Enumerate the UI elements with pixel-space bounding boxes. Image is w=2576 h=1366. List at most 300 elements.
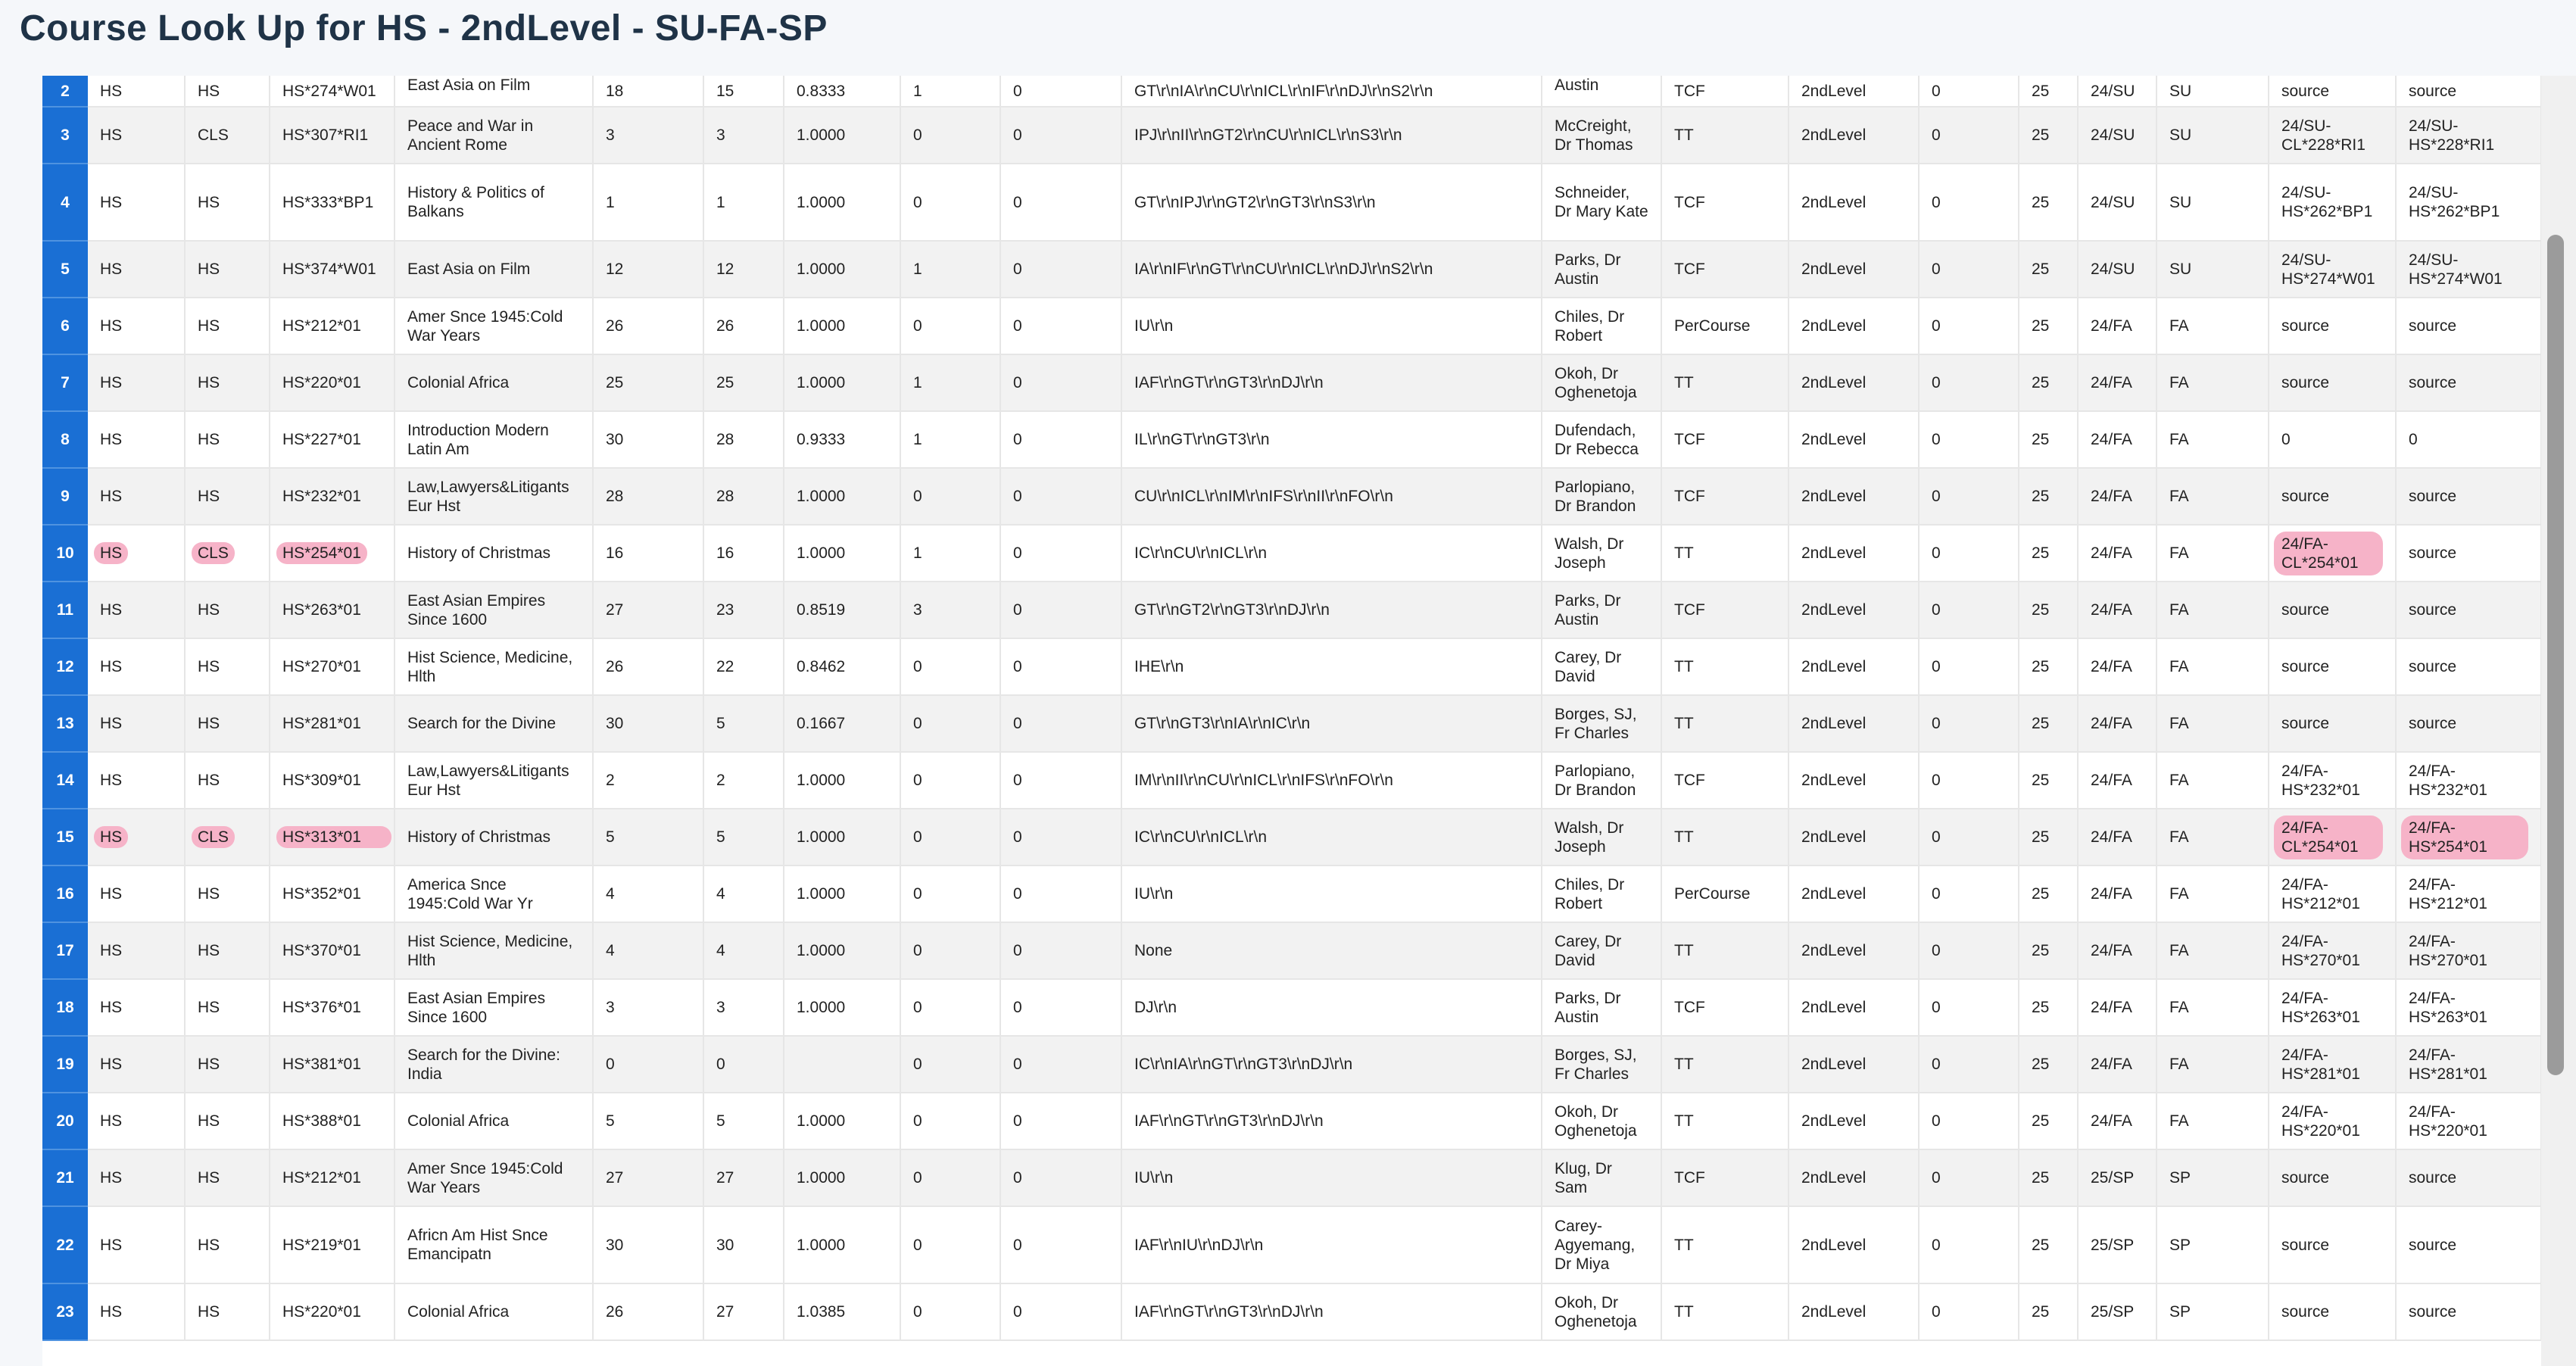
cell-subject: HS xyxy=(88,865,185,922)
cell-session: FA xyxy=(2157,979,2269,1036)
cell-row-number: 4 xyxy=(42,164,88,241)
cell-term: 24/FA xyxy=(2078,411,2157,468)
cell-credits-max: 25 xyxy=(2019,411,2078,468)
cell-attributes: IU\r\n xyxy=(1121,865,1542,922)
cell-section: HS*227*01 xyxy=(270,411,395,468)
table-row[interactable] xyxy=(42,1093,2541,1149)
cell-crosslist-1: source xyxy=(2269,1283,2396,1340)
cell-course-title: Hist Science, Medicine, Hlth xyxy=(395,922,593,979)
cell-subject: HS xyxy=(88,298,185,354)
cell-crosslist-2: 24/SU-HS*228*RI1 xyxy=(2396,107,2541,164)
cell-enrolled: 12 xyxy=(703,241,784,298)
cell-level: 2ndLevel xyxy=(1789,979,1919,1036)
cell-dept: HS xyxy=(185,76,270,107)
cell-credits-max: 25 xyxy=(2019,525,2078,582)
cell-subject: HS xyxy=(88,164,185,241)
cell-level: 2ndLevel xyxy=(1789,752,1919,809)
cell-subject: HS xyxy=(88,582,185,638)
cell-attributes: GT\r\nIPJ\r\nGT2\r\nGT3\r\nS3\r\n xyxy=(1121,164,1542,241)
cell-crosslist-2: 24/SU-HS*274*W01 xyxy=(2396,241,2541,298)
table-row[interactable] xyxy=(42,1206,2541,1283)
table-row[interactable] xyxy=(42,922,2541,979)
cell-capacity: 26 xyxy=(593,1283,703,1340)
cell-subject: HS xyxy=(88,979,185,1036)
cell-capacity: 26 xyxy=(593,298,703,354)
cell-enrolled: 5 xyxy=(703,1093,784,1149)
cell-waitlist: 1 xyxy=(900,241,1000,298)
cell-holds: 0 xyxy=(1000,525,1121,582)
cell-waitlist: 0 xyxy=(900,695,1000,752)
cell-session: FA xyxy=(2157,1093,2269,1149)
cell-waitlist: 0 xyxy=(900,922,1000,979)
cell-attributes: IM\r\nII\r\nCU\r\nICL\r\nIFS\r\nFO\r\n xyxy=(1121,752,1542,809)
cell-credits-max: 25 xyxy=(2019,241,2078,298)
cell-credits-max: 25 xyxy=(2019,695,2078,752)
cell-section: HS*212*01 xyxy=(270,298,395,354)
cell-subject: HS xyxy=(88,1093,185,1149)
cell-dept: HS xyxy=(185,695,270,752)
table-row[interactable] xyxy=(42,164,2541,241)
cell-attributes: CU\r\nICL\r\nIM\r\nIFS\r\nII\r\nFO\r\n xyxy=(1121,468,1542,525)
cell-row-number: 14 xyxy=(42,752,88,809)
cell-instructor: Parks, Dr Austin xyxy=(1542,582,1661,638)
cell-subject: HS xyxy=(88,354,185,411)
cell-waitlist: 0 xyxy=(900,107,1000,164)
highlight-mark: CLS xyxy=(192,542,235,564)
cell-crosslist-2: source xyxy=(2396,354,2541,411)
table-row[interactable] xyxy=(42,638,2541,695)
cell-crosslist-1: source xyxy=(2269,582,2396,638)
cell-capacity: 25 xyxy=(593,354,703,411)
cell-instructor-type: TCF xyxy=(1661,164,1789,241)
cell-session: FA xyxy=(2157,638,2269,695)
cell-course-title: East Asian Empires Since 1600 xyxy=(395,979,593,1036)
cell-credits-max: 25 xyxy=(2019,76,2078,107)
cell-section: HS*212*01 xyxy=(270,1149,395,1206)
table-row[interactable] xyxy=(42,298,2541,354)
cell-dept: HS xyxy=(185,411,270,468)
cell-instructor-type: TCF xyxy=(1661,241,1789,298)
cell-capacity: 27 xyxy=(593,582,703,638)
cell-instructor: Walsh, Dr Joseph xyxy=(1542,525,1661,582)
cell-waitlist: 0 xyxy=(900,1206,1000,1283)
cell-course-title: East Asia on Film xyxy=(395,241,593,298)
cell-capacity: 28 xyxy=(593,468,703,525)
cell-credits-min: 0 xyxy=(1919,809,2019,865)
cell-level: 2ndLevel xyxy=(1789,1206,1919,1283)
cell-subject: HS xyxy=(88,241,185,298)
cell-course-title: Colonial Africa xyxy=(395,1283,593,1340)
cell-level: 2ndLevel xyxy=(1789,922,1919,979)
cell-instructor-type: TT xyxy=(1661,922,1789,979)
cell-crosslist-2: 24/FA-HS*270*01 xyxy=(2396,922,2541,979)
cell-course-title: Amer Snce 1945:Cold War Years xyxy=(395,1149,593,1206)
cell-term: 24/FA xyxy=(2078,1093,2157,1149)
table-row[interactable] xyxy=(42,695,2541,752)
cell-level: 2ndLevel xyxy=(1789,1093,1919,1149)
cell-row-number: 21 xyxy=(42,1149,88,1206)
cell-subject: HS xyxy=(88,1149,185,1206)
cell-term: 24/SU xyxy=(2078,76,2157,107)
cell-instructor-type: TT xyxy=(1661,695,1789,752)
cell-instructor: Chiles, Dr Robert xyxy=(1542,865,1661,922)
cell-attributes: DJ\r\n xyxy=(1121,979,1542,1036)
cell-waitlist: 1 xyxy=(900,525,1000,582)
cell-holds: 0 xyxy=(1000,76,1121,107)
cell-dept: HS xyxy=(185,752,270,809)
cell-dept xyxy=(185,525,270,582)
cell-enrolled: 5 xyxy=(703,695,784,752)
course-table-container[interactable] xyxy=(42,76,2541,1366)
cell-level: 2ndLevel xyxy=(1789,354,1919,411)
cell-course-title: Colonial Africa xyxy=(395,1093,593,1149)
cell-section: HS*374*W01 xyxy=(270,241,395,298)
cell-enrolled: 27 xyxy=(703,1283,784,1340)
cell-capacity: 27 xyxy=(593,1149,703,1206)
cell-fill-ratio: 1.0000 xyxy=(784,241,900,298)
cell-term: 24/FA xyxy=(2078,582,2157,638)
cell-dept: HS xyxy=(185,298,270,354)
cell-fill-ratio: 1.0000 xyxy=(784,1149,900,1206)
cell-capacity: 4 xyxy=(593,865,703,922)
cell-subject: HS xyxy=(88,411,185,468)
cell-dept: HS xyxy=(185,979,270,1036)
cell-capacity: 2 xyxy=(593,752,703,809)
cell-dept: HS xyxy=(185,865,270,922)
cell-credits-min: 0 xyxy=(1919,695,2019,752)
cell-session: SU xyxy=(2157,241,2269,298)
cell-credits-max: 25 xyxy=(2019,298,2078,354)
cell-session: FA xyxy=(2157,865,2269,922)
cell-enrolled: 28 xyxy=(703,468,784,525)
cell-course-title: Introduction Modern Latin Am xyxy=(395,411,593,468)
page-title: Course Look Up for HS - 2ndLevel - SU-FA-SP xyxy=(20,8,828,48)
cell-section: HS*281*01 xyxy=(270,695,395,752)
cell-attributes: GT\r\nGT2\r\nGT3\r\nDJ\r\n xyxy=(1121,582,1542,638)
cell-holds: 0 xyxy=(1000,979,1121,1036)
cell-credits-min: 0 xyxy=(1919,752,2019,809)
cell-session: SU xyxy=(2157,107,2269,164)
cell-level: 2ndLevel xyxy=(1789,76,1919,107)
cell-course-title: Hist Science, Medicine, Hlth xyxy=(395,638,593,695)
cell-credits-max: 25 xyxy=(2019,979,2078,1036)
cell-attributes: IAF\r\nIU\r\nDJ\r\n xyxy=(1121,1206,1542,1283)
cell-row-number: 22 xyxy=(42,1206,88,1283)
cell-row-number: 15 xyxy=(42,809,88,865)
cell-term: 24/FA xyxy=(2078,865,2157,922)
cell-row-number: 3 xyxy=(42,107,88,164)
cell-instructor-type: TT xyxy=(1661,809,1789,865)
cell-crosslist-2: source xyxy=(2396,76,2541,107)
cell-section: HS*370*01 xyxy=(270,922,395,979)
cell-credits-min: 0 xyxy=(1919,582,2019,638)
cell-enrolled: 28 xyxy=(703,411,784,468)
cell-fill-ratio: 1.0000 xyxy=(784,752,900,809)
cell-session: FA xyxy=(2157,411,2269,468)
cell-credits-min: 0 xyxy=(1919,164,2019,241)
cell-level: 2ndLevel xyxy=(1789,164,1919,241)
cell-session: SP xyxy=(2157,1149,2269,1206)
cell-attributes: IAF\r\nGT\r\nGT3\r\nDJ\r\n xyxy=(1121,354,1542,411)
cell-holds: 0 xyxy=(1000,1206,1121,1283)
cell-row-number: 18 xyxy=(42,979,88,1036)
cell-term: 24/SU xyxy=(2078,164,2157,241)
cell-instructor-type: PerCourse xyxy=(1661,865,1789,922)
cell-credits-min: 0 xyxy=(1919,1093,2019,1149)
cell-instructor-type: TCF xyxy=(1661,411,1789,468)
cell-subject: HS xyxy=(88,922,185,979)
cell-attributes: IC\r\nCU\r\nICL\r\n xyxy=(1121,809,1542,865)
cell-crosslist-2: source xyxy=(2396,1206,2541,1283)
cell-crosslist-2: source xyxy=(2396,525,2541,582)
cell-crosslist-1: source xyxy=(2269,76,2396,107)
cell-enrolled: 5 xyxy=(703,809,784,865)
cell-holds: 0 xyxy=(1000,1093,1121,1149)
cell-session: SP xyxy=(2157,1283,2269,1340)
cell-instructor-type: TT xyxy=(1661,354,1789,411)
cell-term: 25/SP xyxy=(2078,1149,2157,1206)
cell-dept: HS xyxy=(185,164,270,241)
cell-waitlist: 0 xyxy=(900,298,1000,354)
cell-credits-max: 25 xyxy=(2019,1036,2078,1093)
cell-credits-min: 0 xyxy=(1919,979,2019,1036)
cell-section: HS*263*01 xyxy=(270,582,395,638)
table-row[interactable] xyxy=(42,752,2541,809)
cell-fill-ratio: 1.0000 xyxy=(784,1206,900,1283)
cell-instructor: Parks, Dr Austin xyxy=(1542,979,1661,1036)
table-row[interactable] xyxy=(42,241,2541,298)
cell-crosslist-2: 24/FA-HS*232*01 xyxy=(2396,752,2541,809)
cell-instructor-type: TCF xyxy=(1661,1149,1789,1206)
cell-instructor: Carey, Dr David xyxy=(1542,638,1661,695)
cell-capacity: 0 xyxy=(593,1036,703,1093)
cell-credits-min: 0 xyxy=(1919,525,2019,582)
cell-enrolled: 1 xyxy=(703,164,784,241)
table-row[interactable] xyxy=(42,525,2541,582)
cell-dept: HS xyxy=(185,1036,270,1093)
cell-level: 2ndLevel xyxy=(1789,1036,1919,1093)
highlight-mark: HS*254*01 xyxy=(276,542,367,564)
cell-course-title: Law,Lawyers&Litigants Eur Hst xyxy=(395,468,593,525)
cell-attributes: IC\r\nIA\r\nGT\r\nGT3\r\nDJ\r\n xyxy=(1121,1036,1542,1093)
cell-crosslist-1: source xyxy=(2269,468,2396,525)
cell-capacity: 1 xyxy=(593,164,703,241)
cell-session: SU xyxy=(2157,76,2269,107)
cell-crosslist-2: source xyxy=(2396,298,2541,354)
cell-course-title: Amer Snce 1945:Cold War Years xyxy=(395,298,593,354)
cell-enrolled: 4 xyxy=(703,922,784,979)
cell-waitlist: 0 xyxy=(900,752,1000,809)
cell-enrolled: 30 xyxy=(703,1206,784,1283)
cell-holds: 0 xyxy=(1000,241,1121,298)
cell-course-title: Law,Lawyers&Litigants Eur Hst xyxy=(395,752,593,809)
cell-attributes: IAF\r\nGT\r\nGT3\r\nDJ\r\n xyxy=(1121,1093,1542,1149)
cell-crosslist-2: source xyxy=(2396,1149,2541,1206)
cell-dept: HS xyxy=(185,354,270,411)
cell-fill-ratio: 1.0000 xyxy=(784,164,900,241)
cell-session: FA xyxy=(2157,354,2269,411)
table-row[interactable] xyxy=(42,411,2541,468)
cell-holds: 0 xyxy=(1000,695,1121,752)
cell-section: HS*376*01 xyxy=(270,979,395,1036)
cell-subject xyxy=(88,809,185,865)
cell-credits-max: 25 xyxy=(2019,752,2078,809)
cell-waitlist: 3 xyxy=(900,582,1000,638)
table-row[interactable] xyxy=(42,107,2541,164)
cell-enrolled: 4 xyxy=(703,865,784,922)
cell-dept: HS xyxy=(185,1206,270,1283)
cell-course-title: Africn Am Hist Snce Emancipatn xyxy=(395,1206,593,1283)
cell-subject: HS xyxy=(88,1283,185,1340)
cell-section: HS*220*01 xyxy=(270,354,395,411)
cell-crosslist-2: 24/FA-HS*263*01 xyxy=(2396,979,2541,1036)
table-row[interactable] xyxy=(42,1036,2541,1093)
cell-crosslist-1: source xyxy=(2269,695,2396,752)
cell-dept: HS xyxy=(185,468,270,525)
cell-waitlist: 0 xyxy=(900,979,1000,1036)
cell-session: FA xyxy=(2157,298,2269,354)
cell-crosslist-2: source xyxy=(2396,582,2541,638)
cell-instructor-type: PerCourse xyxy=(1661,298,1789,354)
cell-term: 24/FA xyxy=(2078,298,2157,354)
cell-term: 25/SP xyxy=(2078,1206,2157,1283)
cell-holds: 0 xyxy=(1000,298,1121,354)
cell-row-number: 10 xyxy=(42,525,88,582)
cell-level: 2ndLevel xyxy=(1789,582,1919,638)
cell-dept: HS xyxy=(185,638,270,695)
cell-instructor-type: TT xyxy=(1661,1093,1789,1149)
cell-course-title: East Asian Empires Since 1600 xyxy=(395,582,593,638)
cell-session: SU xyxy=(2157,164,2269,241)
cell-session: FA xyxy=(2157,525,2269,582)
cell-dept: HS xyxy=(185,1283,270,1340)
cell-row-number: 5 xyxy=(42,241,88,298)
cell-term: 24/FA xyxy=(2078,979,2157,1036)
cell-fill-ratio: 1.0000 xyxy=(784,525,900,582)
cell-instructor: Okoh, Dr Oghenetoja xyxy=(1542,354,1661,411)
table-row[interactable] xyxy=(42,1283,2541,1340)
cell-credits-max: 25 xyxy=(2019,865,2078,922)
cell-section: HS*352*01 xyxy=(270,865,395,922)
cell-session: FA xyxy=(2157,809,2269,865)
cell-enrolled: 3 xyxy=(703,979,784,1036)
cell-crosslist-2: source xyxy=(2396,1283,2541,1340)
cell-course-title: Search for the Divine: India xyxy=(395,1036,593,1093)
cell-waitlist: 0 xyxy=(900,638,1000,695)
cell-instructor: McCreight, Dr Thomas xyxy=(1542,107,1661,164)
cell-session: FA xyxy=(2157,468,2269,525)
cell-credits-max: 25 xyxy=(2019,1149,2078,1206)
cell-fill-ratio: 0.8333 xyxy=(784,76,900,107)
cell-crosslist-1: 24/FA-HS*220*01 xyxy=(2269,1093,2396,1149)
cell-instructor-type: TT xyxy=(1661,638,1789,695)
cell-instructor-type: TT xyxy=(1661,525,1789,582)
highlight-mark: HS xyxy=(94,542,128,564)
cell-waitlist: 0 xyxy=(900,164,1000,241)
cell-dept: HS xyxy=(185,1093,270,1149)
cell-holds: 0 xyxy=(1000,638,1121,695)
table-row[interactable] xyxy=(42,468,2541,525)
cell-holds: 0 xyxy=(1000,354,1121,411)
cell-instructor: Klug, Dr Sam xyxy=(1542,1149,1661,1206)
cell-subject: HS xyxy=(88,107,185,164)
cell-fill-ratio: 1.0000 xyxy=(784,107,900,164)
cell-instructor-type: TCF xyxy=(1661,76,1789,107)
cell-level: 2ndLevel xyxy=(1789,809,1919,865)
cell-row-number: 17 xyxy=(42,922,88,979)
cell-crosslist-1: source xyxy=(2269,1149,2396,1206)
cell-instructor-type: TCF xyxy=(1661,468,1789,525)
scrollbar-thumb[interactable] xyxy=(2547,235,2564,1075)
cell-section: HS*309*01 xyxy=(270,752,395,809)
cell-waitlist: 0 xyxy=(900,809,1000,865)
cell-capacity: 30 xyxy=(593,695,703,752)
cell-crosslist-2: 24/FA-HS*212*01 xyxy=(2396,865,2541,922)
cell-holds: 0 xyxy=(1000,752,1121,809)
cell-crosslist-1: source xyxy=(2269,298,2396,354)
table-row[interactable] xyxy=(42,76,2541,107)
highlight-mark: CLS xyxy=(192,826,235,848)
table-row[interactable] xyxy=(42,809,2541,865)
cell-term: 24/FA xyxy=(2078,354,2157,411)
cell-row-number: 9 xyxy=(42,468,88,525)
cell-instructor: Borges, SJ, Fr Charles xyxy=(1542,1036,1661,1093)
cell-dept: HS xyxy=(185,922,270,979)
cell-session: FA xyxy=(2157,1036,2269,1093)
cell-waitlist: 0 xyxy=(900,1283,1000,1340)
cell-enrolled: 2 xyxy=(703,752,784,809)
cell-level: 2ndLevel xyxy=(1789,241,1919,298)
cell-waitlist: 1 xyxy=(900,354,1000,411)
cell-instructor-type: TCF xyxy=(1661,752,1789,809)
cell-enrolled: 22 xyxy=(703,638,784,695)
cell-level: 2ndLevel xyxy=(1789,411,1919,468)
table-row[interactable] xyxy=(42,1149,2541,1206)
table-row[interactable] xyxy=(42,979,2541,1036)
cell-waitlist: 0 xyxy=(900,1036,1000,1093)
cell-level: 2ndLevel xyxy=(1789,525,1919,582)
cell-course-title: History of Christmas xyxy=(395,525,593,582)
cell-attributes: IC\r\nCU\r\nICL\r\n xyxy=(1121,525,1542,582)
cell-credits-min: 0 xyxy=(1919,1149,2019,1206)
cell-enrolled: 3 xyxy=(703,107,784,164)
cell-fill-ratio: 1.0000 xyxy=(784,979,900,1036)
cell-attributes: IPJ\r\nII\r\nGT2\r\nCU\r\nICL\r\nS3\r\n xyxy=(1121,107,1542,164)
cell-waitlist: 0 xyxy=(900,1093,1000,1149)
cell-capacity: 5 xyxy=(593,1093,703,1149)
cell-crosslist-2: source xyxy=(2396,638,2541,695)
cell-crosslist-2: 24/FA-HS*281*01 xyxy=(2396,1036,2541,1093)
cell-waitlist: 1 xyxy=(900,76,1000,107)
cell-crosslist-1: 24/SU-HS*274*W01 xyxy=(2269,241,2396,298)
cell-crosslist-1: 24/FA-HS*212*01 xyxy=(2269,865,2396,922)
cell-term: 24/FA xyxy=(2078,809,2157,865)
cell-row-number: 20 xyxy=(42,1093,88,1149)
cell-credits-max: 25 xyxy=(2019,582,2078,638)
table-row[interactable] xyxy=(42,582,2541,638)
cell-dept: HS xyxy=(185,241,270,298)
table-row[interactable] xyxy=(42,354,2541,411)
vertical-scrollbar[interactable] xyxy=(2541,76,2576,1366)
cell-enrolled: 26 xyxy=(703,298,784,354)
cell-crosslist-1 xyxy=(2269,809,2396,865)
table-row[interactable] xyxy=(42,865,2541,922)
cell-session: FA xyxy=(2157,695,2269,752)
cell-attributes: IHE\r\n xyxy=(1121,638,1542,695)
highlight-mark: 24/FA-CL*254*01 xyxy=(2274,816,2383,859)
cell-credits-max: 25 xyxy=(2019,1283,2078,1340)
cell-capacity: 18 xyxy=(593,76,703,107)
